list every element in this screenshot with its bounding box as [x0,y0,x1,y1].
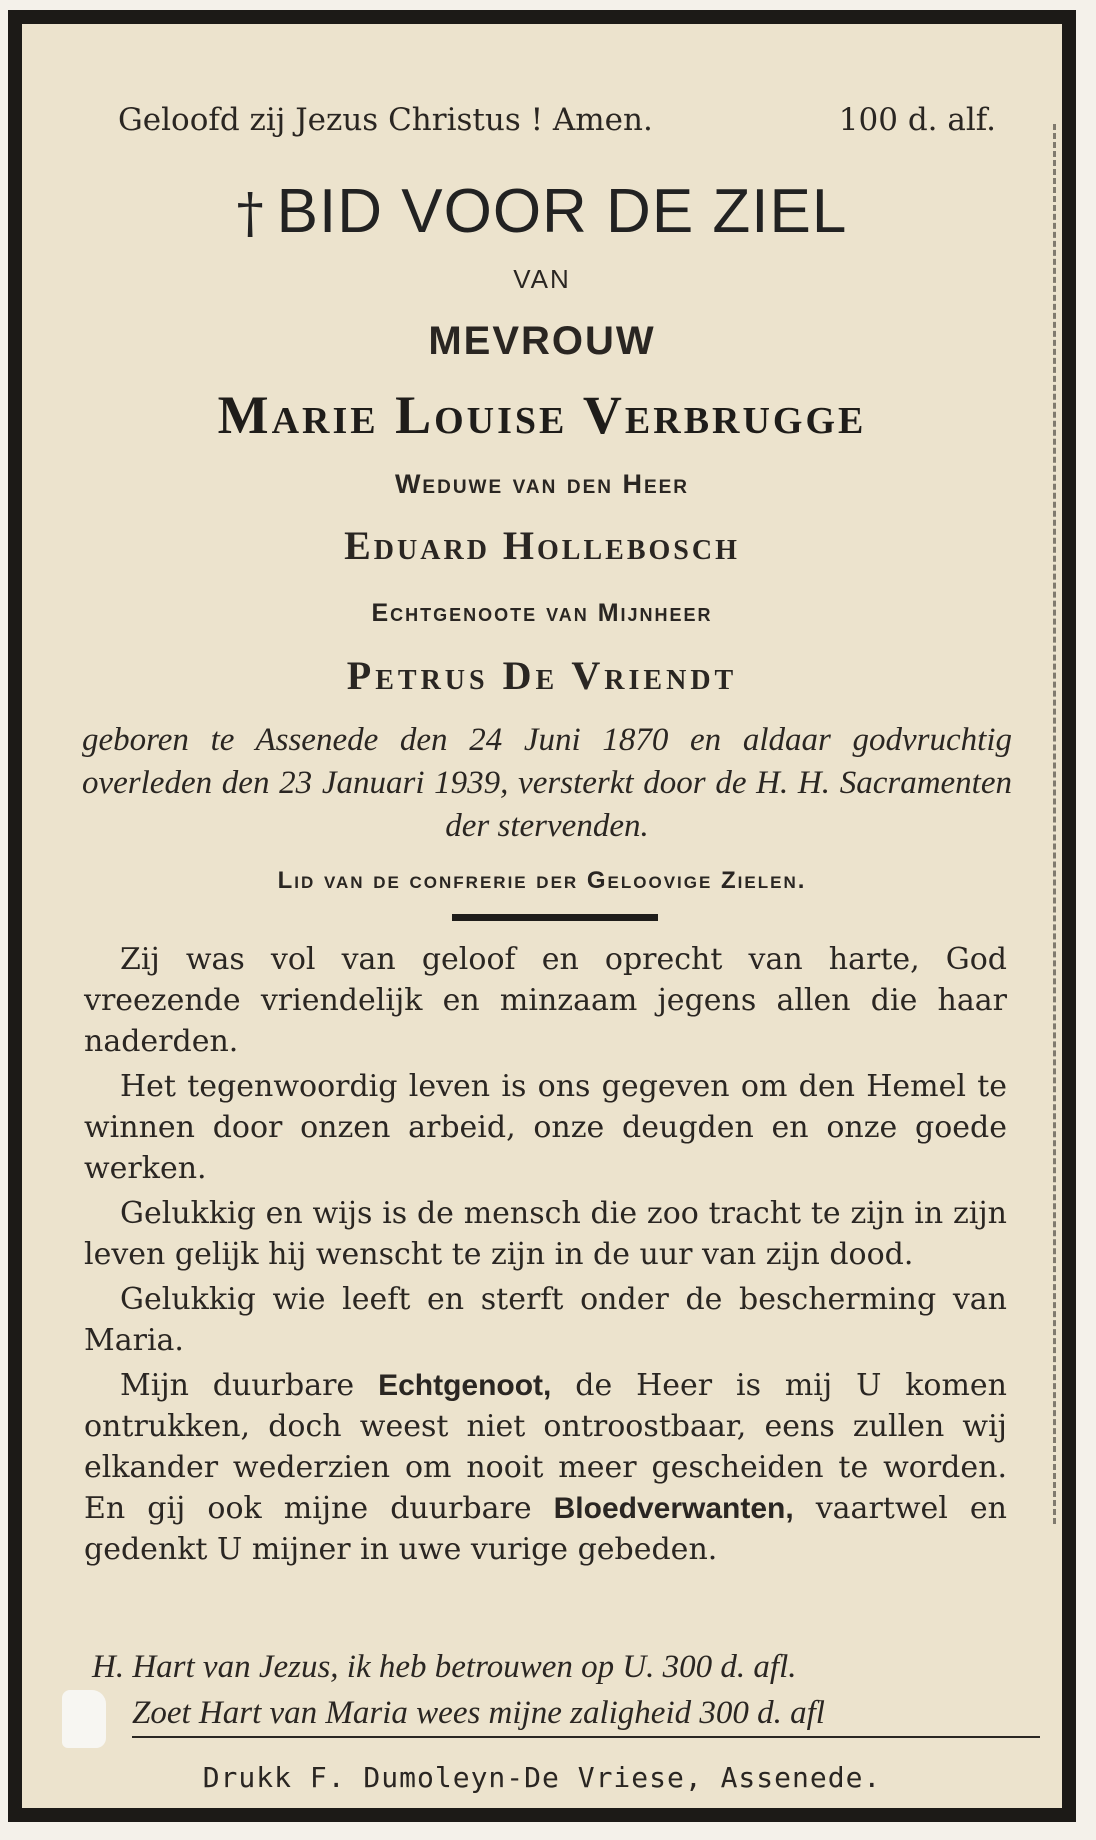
title-van: VAN [513,264,571,294]
header-invocation: Geloofd zij Jezus Christus ! Amen. [118,102,653,138]
farewell-text: de Heer is mij U komen ontrukken, doch weest niet ontroostbaar, eens zullen wij elkander wederzien om nooit meer gescheiden te worden. En gij ook mijne duurbare [84,1368,1007,1526]
printer-credit: Drukk F. Dumoleyn-De Vriese, Assenede. [202,1761,882,1794]
deceased-name: Marie Louise Verbrugge [217,385,867,445]
first-husband-name: Eduard Hollebosch [344,523,740,568]
edge-wear [1049,124,1056,1524]
prayer-line: H. Hart van Jezus, ik heb betrouwen op U. 300 d. afl. [92,1649,797,1685]
prayers [92,1644,1002,1736]
paragraph: Zij was vol van geloof en oprecht van harte, God vreezende vriendelijk en minzaam jegens allen die haar naderden. [84,942,1007,1059]
paper-tear [62,1690,106,1748]
body-text [84,939,1007,1574]
bottom-rule [132,1736,1040,1738]
title-text: BID VOOR DE ZIEL [276,177,848,246]
paragraph-farewell [84,1365,1007,1570]
spouse-line: Echtgenoote van Mijnheer [371,599,713,627]
honorific: MEVROUW [428,319,656,363]
farewell-text: Mijn duurbare [120,1368,379,1403]
prayer-line: Zoet Hart van Maria wees mijne zaligheid 300 d. afl [132,1695,825,1731]
page-title [22,176,1062,247]
paragraph: Gelukkig wie leeft en sterft onder de bescherming van Maria. [84,1282,1007,1358]
farewell-emphasis: Echtgenoot, [378,1369,552,1402]
widow-line: Weduwe van den Heer [394,469,690,499]
paragraph: Het tegenwoordig leven is ons gegeven om den Hemel te winnen door onzen arbeid, onze deugden en onze goede werken. [84,1069,1007,1186]
header-line [118,102,996,138]
card-content [22,24,1062,1808]
second-husband-name: Petrus De Vriendt [346,653,738,698]
farewell-text: vaartwel en gedenkt U mijner in uwe vurige gebeden. [84,1491,1007,1567]
biography: geboren te Assenede den 24 Juni 1870 en aldaar godvruchtig overleden den 23 Januari 1939, versterkt door de H. H. Sacramenten der stervenden. [82,722,1012,844]
farewell-emphasis: Bloedverwanten, [553,1492,794,1525]
cross-icon: † [236,182,265,245]
header-indulgence: 100 d. alf. [838,102,996,138]
divider [452,914,658,921]
memorial-card [8,10,1076,1822]
membership-line: Lid van de confrerie der Geloovige Zielen. [277,867,807,894]
paragraph: Gelukkig en wijs is de mensch die zoo tracht te zijn in zijn leven gelijk hij wenscht te zijn in de uur van zijn dood. [84,1196,1007,1272]
